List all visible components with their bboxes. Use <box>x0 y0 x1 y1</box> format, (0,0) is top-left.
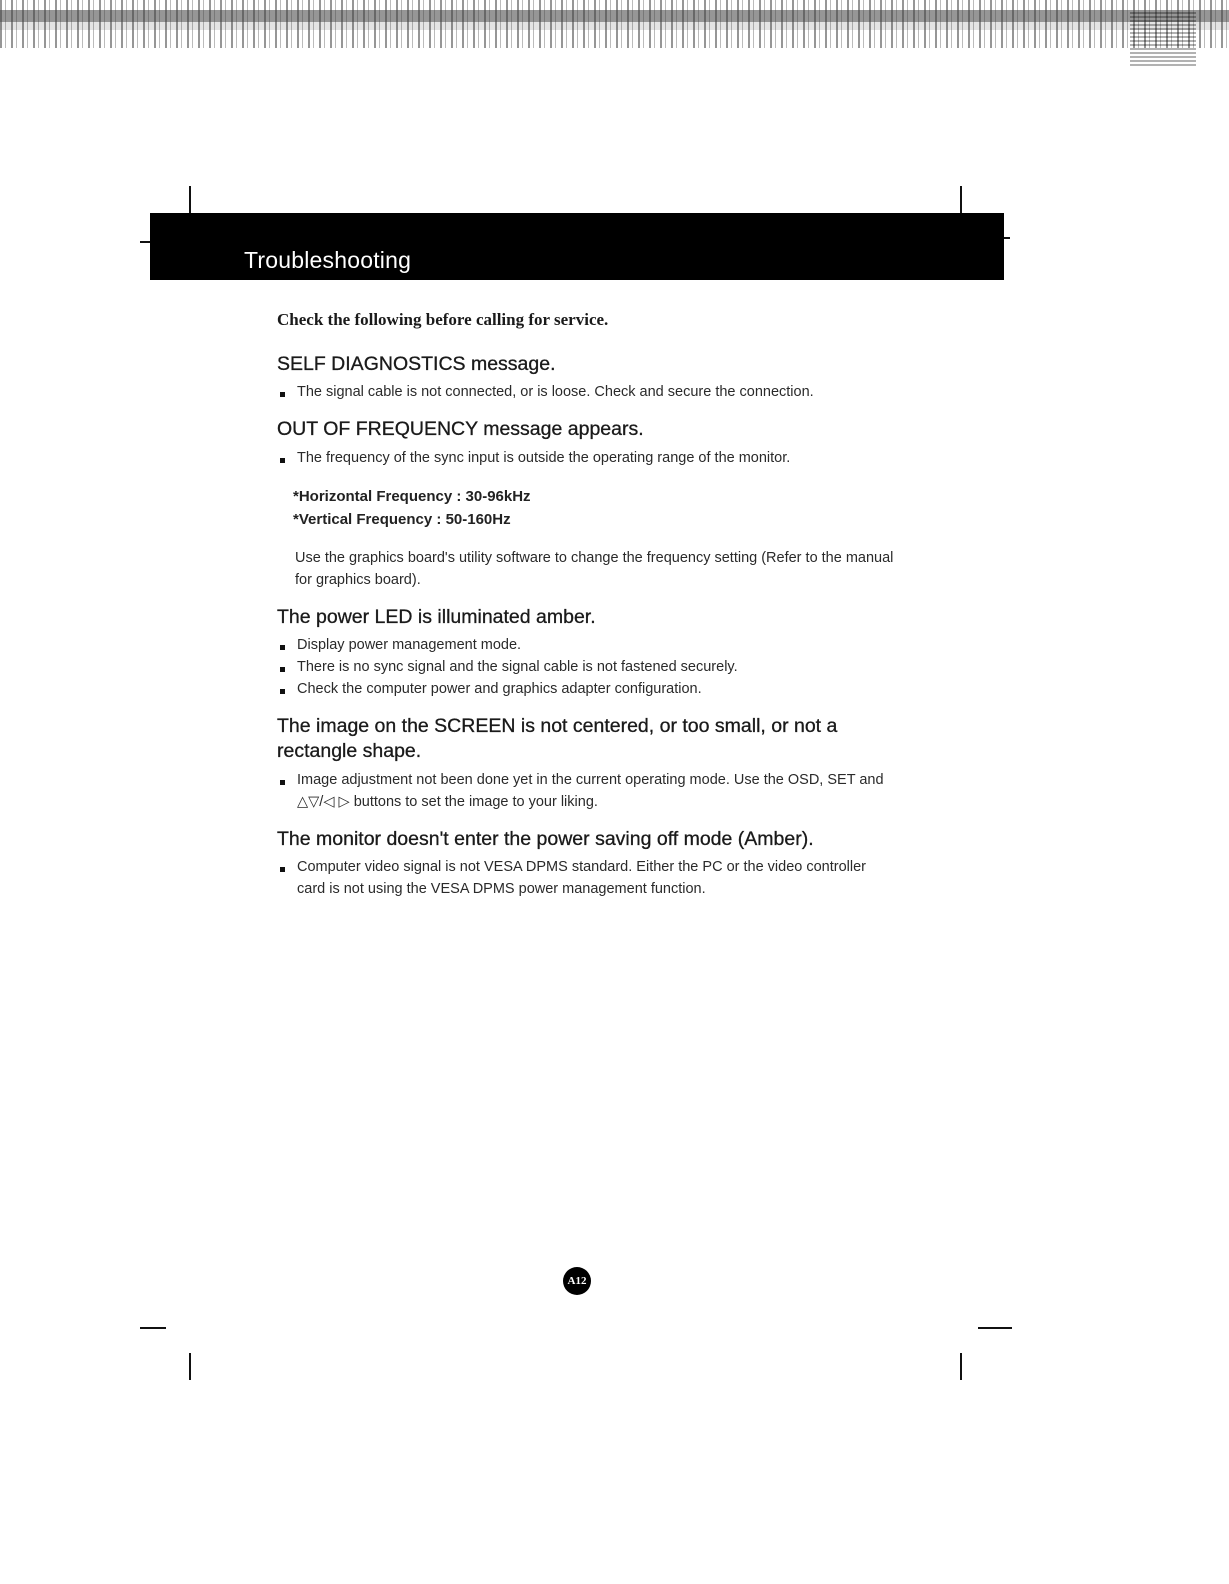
scan-noise-band <box>0 0 1229 48</box>
bullet-item: The frequency of the sync input is outside the operating range of the monitor. <box>277 447 897 469</box>
section-image-not-centered <box>277 714 897 813</box>
section-heading: The monitor doesn't enter the power saving off mode (Amber). <box>277 827 814 850</box>
crop-mark <box>960 1353 962 1380</box>
page-title: Troubleshooting <box>244 247 412 273</box>
section-header-bar <box>150 213 1004 280</box>
crop-mark <box>960 186 962 213</box>
bullet-item: Image adjustment not been done yet in the current operating mode. Use the OSD, SET and △▽/◁ ▷ buttons to set the image to your liking. <box>277 769 897 813</box>
bullet-list <box>277 856 897 900</box>
crop-mark <box>978 1327 1012 1329</box>
section-power-led-amber <box>277 605 897 700</box>
section-self-diagnostics <box>277 352 897 403</box>
section-power-saving <box>277 827 897 900</box>
crop-mark <box>189 1353 191 1380</box>
bullet-item: Check the computer power and graphics adapter configuration. <box>277 678 897 700</box>
bullet-item: Computer video signal is not VESA DPMS standard. Either the PC or the video controller card is not using the VESA DPMS power management function. <box>277 856 897 900</box>
intro-text: Check the following before calling for service. <box>277 310 609 329</box>
section-heading: The image on the SCREEN is not centered, or too small, or not a rectangle shape. <box>277 715 838 763</box>
crop-mark <box>1004 237 1010 239</box>
bullet-item: There is no sync signal and the signal cable is not fastened securely. <box>277 656 897 678</box>
crop-mark <box>140 241 150 243</box>
vertical-frequency: *Vertical Frequency : 50-160Hz <box>293 510 511 528</box>
crop-mark <box>189 186 191 213</box>
bullet-list <box>277 634 897 700</box>
bullet-list <box>277 769 897 813</box>
main-content <box>277 310 897 914</box>
bullet-item: Display power management mode. <box>277 634 897 656</box>
section-heading: SELF DIAGNOSTICS message. <box>277 353 556 375</box>
page-number-badge: A12 <box>563 1267 591 1295</box>
bullet-item: The signal cable is not connected, or is loose. Check and secure the connection. <box>277 381 897 403</box>
section-heading: The power LED is illuminated amber. <box>277 605 596 628</box>
bullet-list <box>277 447 897 469</box>
scan-noise-corner <box>1130 10 1196 66</box>
crop-mark <box>140 1327 166 1329</box>
section-heading: OUT OF FREQUENCY message appears. <box>277 418 644 441</box>
bullet-list <box>277 381 897 403</box>
horizontal-frequency: *Horizontal Frequency : 30-96kHz <box>293 487 531 505</box>
frequency-note: Use the graphics board's utility software to change the frequency setting (Refer to the manual for graphics board). <box>295 549 894 588</box>
frequency-specs <box>293 485 897 531</box>
section-out-of-frequency <box>277 417 897 590</box>
